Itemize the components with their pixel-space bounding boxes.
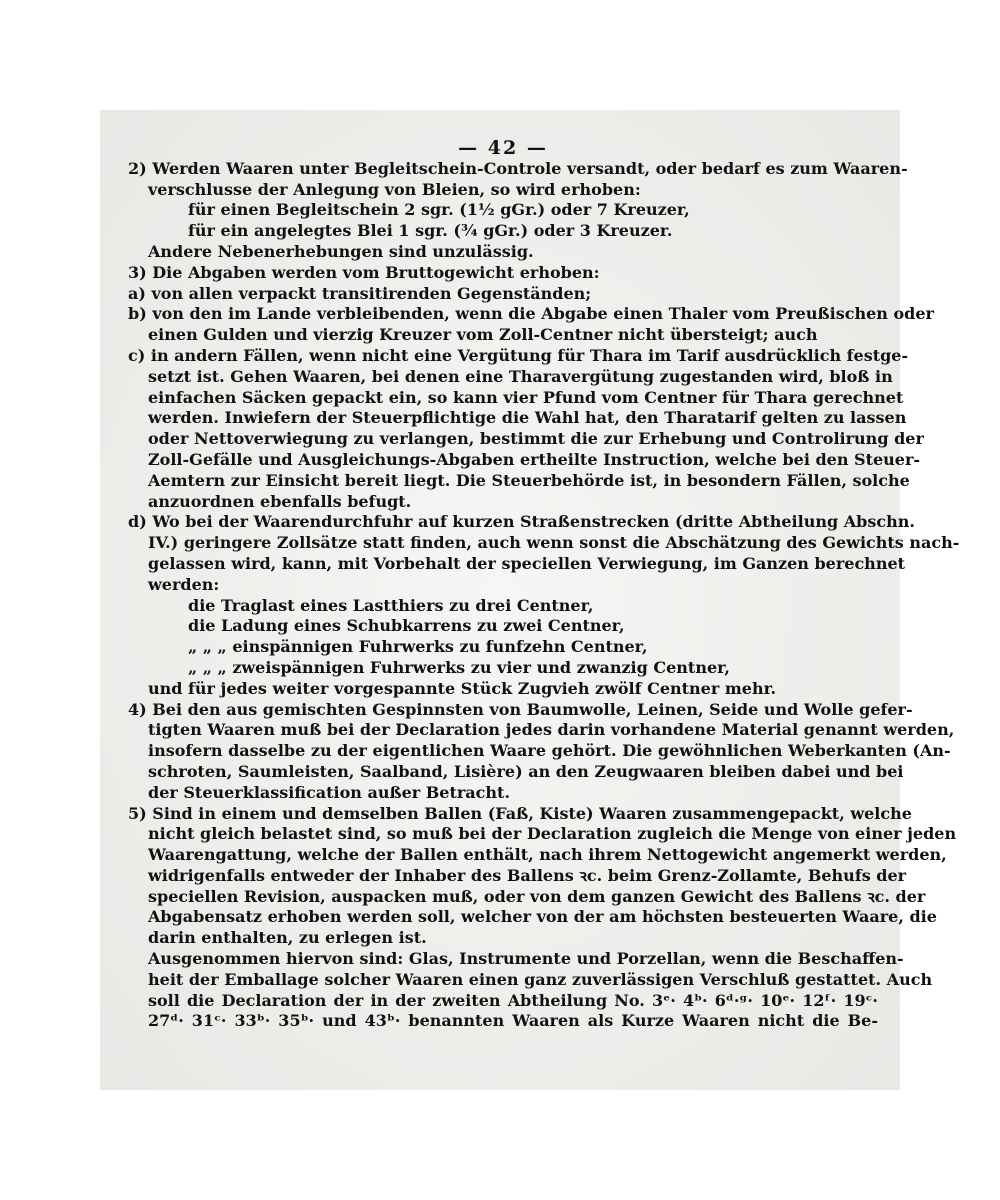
text-line: 4) Bei den aus gemischten Gespinnsten von Baumwolle, Leinen, Seide und Wolle gefer-	[128, 699, 913, 719]
text-line: Aemtern zur Einsicht bereit liegt. Die Steuerbehörde ist, in besondern Fällen, solche	[148, 470, 910, 490]
text-line: anzuordnen ebenfalls befugt.	[148, 491, 412, 511]
text-line: c) in andern Fällen, wenn nicht eine Vergütung für Thara im Tarif ausdrücklich festge-	[128, 345, 909, 365]
text-line: 27ᵈ· 31ᶜ· 33ᵇ· 35ᵇ· und 43ᵇ· benannten Waaren als Kurze Waaren nicht die Be-	[148, 1011, 878, 1031]
text-line: Abgabensatz erhoben werden soll, welcher von der am höchsten besteuerten Waare, die	[148, 907, 937, 927]
text-line: d) Wo bei der Waarendurchfuhr auf kurzen Straßenstrecken (dritte Abtheilung Abschn.	[128, 512, 915, 532]
text-line: werden:	[148, 574, 220, 594]
text-line: IV.) geringere Zollsätze statt finden, auch wenn sonst die Abschätzung des Gewichts nach-	[148, 533, 960, 553]
text-line: soll die Declaration der in der zweiten Abtheilung No. 3ᵉ· 4ᵇ· 6ᵈ·ᵍ· 10ᵉ· 12ᶠ· 19ᶜ·	[148, 990, 878, 1010]
text-line: verschlusse der Anlegung von Bleien, so wird erhoben:	[148, 179, 641, 199]
text-line: für ein angelegtes Blei 1 sgr. (¾ gGr.) oder 3 Kreuzer.	[188, 221, 673, 241]
text-line: 5) Sind in einem und demselben Ballen (Faß, Kiste) Waaren zusammengepackt, welche	[128, 803, 912, 823]
text-line: der Steuerklassification außer Betracht.	[148, 782, 511, 802]
text-line: setzt ist. Gehen Waaren, bei denen eine Tharavergütung zugestanden wird, bloß in	[148, 366, 893, 386]
text-line: nicht gleich belastet sind, so muß bei der Declaration zugleich die Menge von einer jeden	[148, 824, 957, 844]
text-line: einfachen Säcken gepackt ein, so kann vier Pfund vom Centner für Thara gerechnet	[148, 387, 904, 407]
text-line: gelassen wird, kann, mit Vorbehalt der speciellen Verwiegung, im Ganzen berechnet	[148, 553, 906, 573]
text-line: speciellen Revision, auspacken muß, oder von dem ganzen Gewicht des Ballens ꝛc. der	[148, 886, 926, 906]
text-line: „ „ „ einspännigen Fuhrwerks zu funfzehn Centner,	[188, 637, 648, 657]
text-line: insofern dasselbe zu der eigentlichen Waare gehört. Die gewöhnlichen Weberkanten (An-	[148, 741, 951, 761]
text-line: tigten Waaren muß bei der Declaration jedes darin vorhandene Material genannt werden,	[148, 720, 955, 740]
text-line: 3) Die Abgaben werden vom Bruttogewicht erhoben:	[128, 262, 600, 282]
text-line: Andere Nebenerhebungen sind unzulässig.	[148, 241, 534, 261]
text-line: Zoll-Gefälle und Ausgleichungs-Abgaben ertheilte Instruction, welche bei den Steuer-	[148, 449, 921, 469]
text-line: Waarengattung, welche der Ballen enthält, nach ihrem Nettogewicht angemerkt werden,	[148, 845, 947, 865]
text-line: werden. Inwiefern der Steuerpflichtige die Wahl hat, den Tharatarif gelten zu lassen	[148, 408, 907, 428]
text-line: 2) Werden Waaren unter Begleitschein-Controle versandt, oder bedarf es zum Waaren-	[128, 158, 908, 178]
text-line: die Traglast eines Lastthiers zu drei Centner,	[188, 595, 594, 615]
page-number: — 42 —	[458, 137, 548, 159]
text-line: widrigenfalls entweder der Inhaber des Ballens ꝛc. beim Grenz-Zollamte, Behufs der	[148, 865, 907, 885]
text-line: a) von allen verpackt transitirenden Gegenständen;	[128, 283, 592, 303]
text-line: einen Gulden und vierzig Kreuzer vom Zoll-Centner nicht übersteigt; auch	[148, 325, 818, 345]
text-line: oder Nettoverwiegung zu verlangen, bestimmt die zur Erhebung und Controlirung der	[148, 429, 924, 449]
text-line: darin enthalten, zu erlegen ist.	[148, 928, 427, 948]
text-line: b) von den im Lande verbleibenden, wenn die Abgabe einen Thaler vom Preußischen oder	[128, 304, 934, 324]
text-line: für einen Begleitschein 2 sgr. (1½ gGr.) oder 7 Kreuzer,	[188, 200, 690, 220]
text-line: Ausgenommen hiervon sind: Glas, Instrumente und Porzellan, wenn die Beschaffen-	[148, 949, 904, 969]
text-line: heit der Emballage solcher Waaren einen ganz zuverlässigen Verschluß gestattet. Auch	[148, 969, 933, 989]
page-text	[128, 137, 960, 1032]
text-line: „ „ „ zweispännigen Fuhrwerks zu vier und zwanzig Centner,	[188, 657, 730, 677]
text-line: schroten, Saumleisten, Saalband, Lisière) an den Zeugwaaren bleiben dabei und bei	[148, 761, 904, 781]
text-line: und für jedes weiter vorgespannte Stück Zugvieh zwölf Centner mehr.	[148, 678, 777, 698]
text-line: die Ladung eines Schubkarrens zu zwei Centner,	[188, 616, 625, 636]
